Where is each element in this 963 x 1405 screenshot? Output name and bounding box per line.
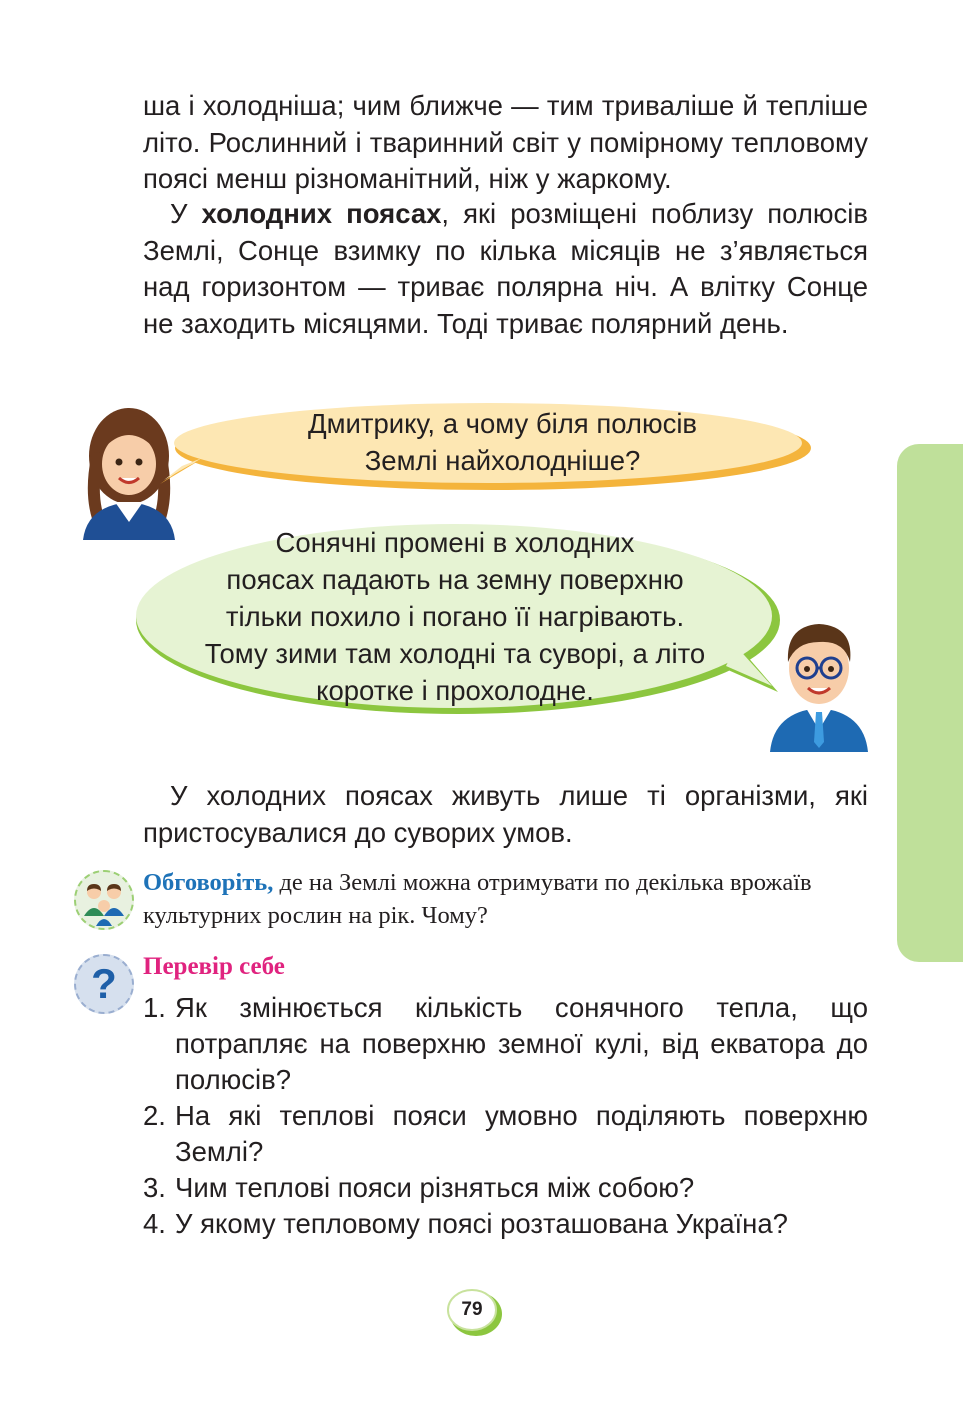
question-number: 1. [143, 992, 166, 1023]
term-cold-zones: холодних поясах [201, 198, 442, 229]
paragraph-cold-zones [143, 196, 868, 342]
boy-avatar [766, 612, 872, 752]
question-number: 4. [143, 1208, 166, 1239]
boy-speech-line: поясах падають на земну поверхню [226, 564, 684, 595]
boy-speech-line: Тому зими там холодні та суворі, а літо [204, 638, 706, 669]
discuss-text: де на Землі можна отримувати по декілька врожаїв культурних рослин на рік. Чому? [143, 869, 812, 929]
question-text: У якому тепловому поясі розташована Україна? [175, 1208, 788, 1239]
paragraph-cold-post: , які розміщені поблизу полюсів Землі, Сонце взимку по кілька місяців не з’являється над горизонтом — триває полярна ніч. А влітку Сонце не заходить місяцями. Тоді триває полярний день. [143, 198, 868, 339]
page-number: 79 [461, 1299, 483, 1320]
question-mark-icon [74, 954, 134, 1014]
boy-speech-text [160, 524, 750, 709]
question-glyph: ? [91, 960, 117, 1007]
list-item [143, 1206, 868, 1242]
side-tab [897, 444, 963, 962]
list-item [143, 1170, 868, 1206]
questions-list [143, 990, 868, 1242]
list-item [143, 990, 868, 1098]
paragraph-cold-pre: У [170, 198, 202, 229]
check-yourself-title: Перевір себе [143, 953, 285, 980]
question-number: 2. [143, 1100, 166, 1131]
people-icon [76, 872, 132, 928]
paragraph-organisms: У холодних поясах живуть лише ті організми, які пристосувалися до суворих умов. [143, 780, 868, 848]
question-text: Як змінюється кількість сонячного тепла, що потрапляє на поверхню земної кулі, від екватора до полюсів? [175, 992, 868, 1095]
group-discussion-icon [74, 870, 134, 930]
paragraph-temperate: ша і холодніша; чим ближче — тим триваліше й тепліше літо. Рослинний і тваринний світ у помірному тепловому поясі менш різноманітний, ніж у жаркому. [143, 90, 868, 194]
question-text: На які теплові пояси умовно поділяють поверхню Землі? [175, 1100, 868, 1167]
boy-speech-line: Сонячні промені в холодних [275, 527, 635, 558]
boy-speech-line: тільки похило і погано її нагрівають. [225, 601, 685, 632]
discuss-task [143, 866, 868, 932]
girl-speech-text [225, 405, 780, 479]
boy-speech-line: коротке і прохолодне. [316, 675, 594, 706]
list-item [143, 1098, 868, 1170]
question-number: 3. [143, 1172, 166, 1203]
question-text: Чим теплові пояси різняться між собою? [175, 1172, 695, 1203]
discuss-lead: Обговоріть, [143, 869, 274, 896]
girl-speech-line: Землі найхолодніше? [364, 445, 641, 476]
girl-speech-line: Дмитрику, а чому біля полюсів [307, 408, 698, 439]
